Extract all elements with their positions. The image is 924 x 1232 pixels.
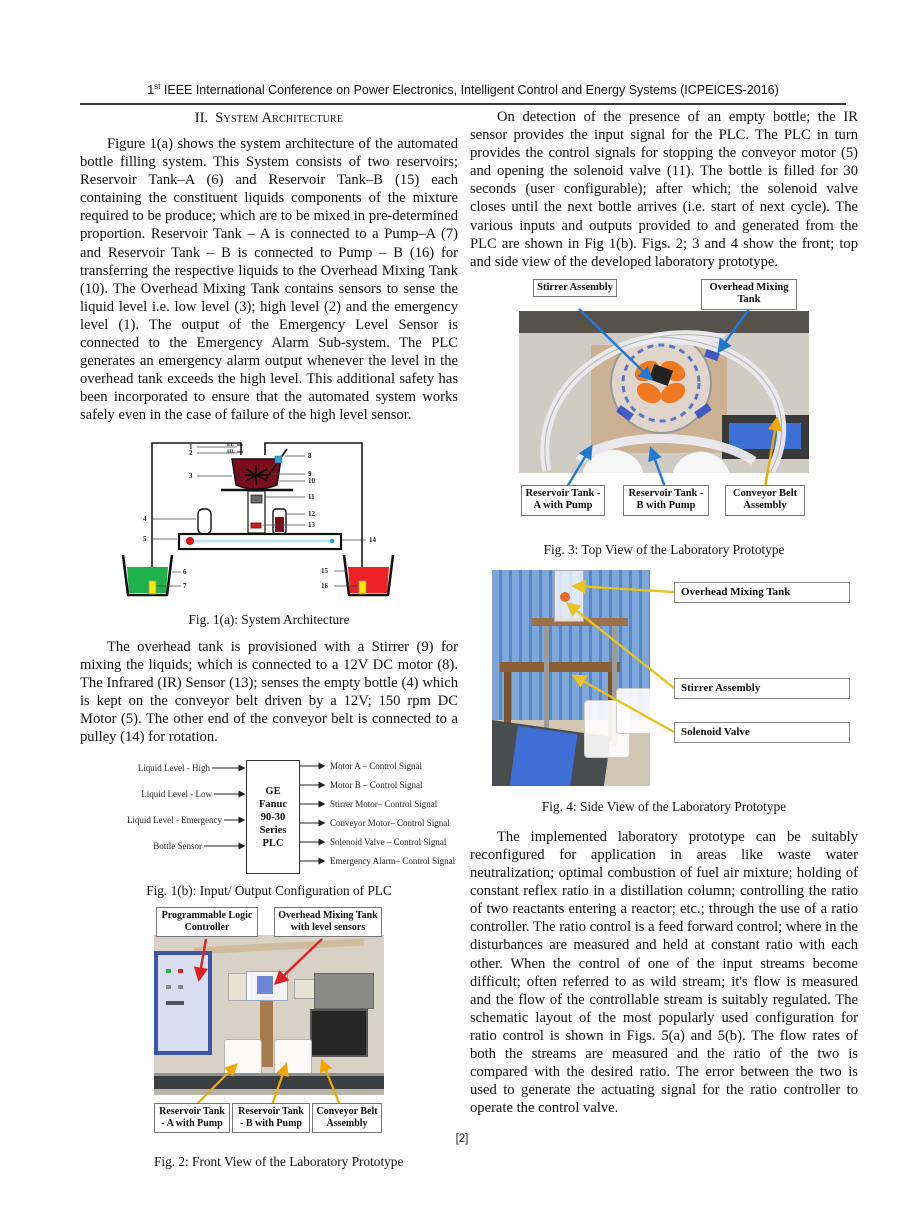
fig2-label-conveyor: Conveyor Belt Assembly	[312, 1103, 382, 1133]
figure-1a	[119, 435, 419, 628]
header-ordinal: st	[154, 82, 161, 91]
plc-box	[246, 760, 300, 874]
plc-output: Conveyor Motor– Control Signal	[330, 818, 450, 829]
pulley-shape	[330, 538, 334, 542]
fig1a-label: 1	[189, 442, 193, 451]
photo-beam	[194, 939, 364, 955]
plc-output: Motor B – Control Signal	[330, 780, 423, 791]
left-column	[80, 108, 458, 1173]
fig2-label-plc: Programmable Logic Controller	[156, 907, 258, 937]
plc-output: Stirrer Motor– Control Signal	[330, 799, 438, 810]
ir-sensor-shape	[251, 523, 261, 528]
figure-3-caption: Fig. 3: Top View of the Laboratory Prototype	[543, 541, 785, 557]
plc-input: Bottle Sensor	[153, 841, 202, 852]
fig1a-mark-ll: LL	[234, 472, 242, 479]
fig3-label-stirrer: Stirrer Assembly	[533, 279, 617, 297]
header-title: IEEE International Conference on Power Electronics, Intelligent Control and Energy Systems (ICPEICES-2016)	[160, 83, 779, 98]
wooden-table	[500, 662, 620, 672]
fig2-label-reservoir-a: Reservoir Tank - A with Pump	[154, 1103, 230, 1133]
fig4-label-tank: Overhead Mixing Tank	[674, 582, 850, 603]
plc-output: Solenoid Valve – Control Signal	[330, 837, 447, 848]
motor-5-shape	[186, 537, 194, 545]
section-title: System Architecture	[215, 110, 344, 126]
fig1a-label: 8	[308, 451, 312, 460]
bucket-back	[616, 688, 650, 734]
fig3-label-reservoir-a: Reservoir Tank - A with Pump	[521, 485, 605, 516]
fig1a-mark-hl: HL	[227, 448, 235, 455]
page-number: [2]	[455, 1133, 469, 1145]
bowl-and-tubes	[519, 311, 809, 473]
fig1a-label: 14	[369, 535, 376, 544]
figure-2-photo	[154, 935, 384, 1095]
figure-1b-caption: Fig. 1(b): Input/ Output Configuration of PLC	[146, 883, 392, 899]
wall-box	[294, 979, 316, 999]
right-paragraph-1: On detection of the presence of an empty bottle; the IR sensor provides the input signal for the PLC. The PLC in turn provides the control signals for stopping the conveyor motor (5) and opening the solenoid valve (11). The bottle is filled for 30 seconds (user configurable); after which; the solenoid valve closes until the next bottle arrives (i.e. start of next cycle). The various inputs and outputs provided to and generated from the PLC are shown in Fig 1(b). Figs. 2; 3 and 4 show the front; top and side view of the developed laboratory prototype.	[470, 109, 858, 270]
pump-b-shape	[359, 581, 366, 594]
right-paragraph-2: The implemented laboratory prototype can be suitably reconfigured for application in areas like waste water neutralization; optimal combustion of fuel air mixture; holding of constant reflex ratio in a distillation column; controlling the ratio of two reactants entering a reactor; etc.; through the use of a ratio controller. The ratio control is a feed forward control; where in the disturbances are measured and held at constant ratio with each other. When the control of one of the input streams become difficult; often referred to as wild stream; it's flow is measured and the flow of the controllable stream is suitably regulated. The schematic layout of the most popularly used configuration for ratio control is shown in Figs. 5(a) and 5(b). The flow rates of both the streams are measured and the ratio of the two is compared with the desired ratio. The error between the two is used to generate the actuating signal for the ratio controller to operate the control valve.	[470, 828, 858, 1117]
header-rule	[80, 103, 846, 105]
fig1a-label: 5	[143, 534, 147, 543]
monitor	[310, 1009, 368, 1057]
figure-3	[519, 279, 809, 535]
figure-3-photo	[519, 311, 809, 473]
fig2-label-tank: Overhead Mixing Tank with level sensors	[274, 907, 382, 937]
plc-input: Liquid Level - Emergency	[126, 815, 222, 826]
fig1a-label: 13	[308, 520, 315, 529]
overhead-tank	[246, 971, 288, 1001]
fig1a-label: 11	[308, 492, 315, 501]
equipment-rack	[314, 973, 374, 1009]
reservoir-a-liquid	[127, 567, 168, 593]
fig1a-label: 2	[189, 448, 193, 457]
solenoid-valve-shape	[251, 495, 262, 503]
section-heading	[80, 110, 458, 127]
floor	[154, 1089, 384, 1095]
plc-box-line: GE	[265, 785, 281, 797]
fig3-label-tank: Overhead Mixing Tank	[701, 279, 797, 310]
fig1a-mark-el: EL	[227, 441, 235, 448]
motor-8-shape	[275, 456, 282, 463]
left-paragraph-1: Figure 1(a) shows the system architecture of the automated bottle filling system. This System consists of two reservoirs; Reservoir Tank–A (6) and Reservoir Tank–B (15) each containing the constituent liquids components of the mixture required to be produce; which are to be mixed in pre-determined proportion. Reservoir Tank – A is connected to a Pump–A (7) and Reservoir Tank – B is connected to Pump – B (16) for transferring the respective liquids to the Overhead Mixing Tank (10). The Overhead Mixing Tank contains sensors to sense the liquid level i.e. low level (3); high level (2) and the emergency level (1). The output of the Emergency Level Sensor is connected to the Emergency Alarm Sub-system. The PLC generates an emergency alarm output whenever the level in the overhead tank exceeds the high level. This additional safety has been incorporated to ensure that the automated system works safely even in the case of failure of the high level sensor.	[80, 136, 458, 424]
header-number: 1	[147, 83, 155, 98]
pump-a-shape	[149, 581, 156, 594]
fig1a-label: 6	[183, 567, 187, 576]
plc-box-line: 90-30	[260, 811, 286, 823]
fig3-label-conveyor: Conveyor Belt Assembly	[725, 485, 805, 516]
fig1a-label: 12	[308, 509, 315, 518]
figure-1a-caption: Fig. 1(a): System Architecture	[188, 611, 350, 627]
fig3-label-reservoir-b: Reservoir Tank - B with Pump	[623, 485, 709, 516]
fig1a-label: 16	[321, 581, 328, 590]
fig2-label-reservoir-b: Reservoir Tank - B with Pump	[232, 1103, 310, 1133]
system-architecture-drawing	[119, 435, 419, 605]
plc-box-line: Fanuc	[258, 798, 287, 810]
figure-4-photo	[492, 570, 650, 786]
plc-input: Liquid Level - High	[137, 763, 210, 774]
fig1a-label: 3	[189, 471, 193, 480]
filled-bottle-shape	[275, 517, 284, 532]
fig1a-label: 15	[321, 566, 328, 575]
right-column	[470, 108, 858, 1117]
plc-cabinet	[154, 951, 212, 1055]
section-number: II.	[194, 110, 209, 126]
fig4-label-solenoid: Solenoid Valve	[674, 722, 850, 743]
stirrer-orange	[560, 592, 570, 602]
plc-output: Emergency Alarm– Control Signal	[330, 856, 456, 867]
fig1a-label: 4	[143, 514, 147, 523]
figure-1b-diagram	[94, 756, 456, 876]
figure-1b	[94, 756, 456, 899]
figure-2-caption: Fig. 2: Front View of the Laboratory Prototype	[154, 1154, 404, 1170]
fig1a-label: 7	[183, 581, 187, 590]
plc-box-line: PLC	[262, 837, 284, 849]
conveyor-belt-blue	[510, 726, 578, 786]
plc-input: Liquid Level - Low	[141, 789, 212, 800]
empty-bottle-shape	[198, 509, 211, 534]
figure-4	[474, 570, 854, 814]
reservoir-b-liquid	[348, 567, 389, 593]
conference-header	[80, 82, 846, 97]
fig1a-label: 10	[308, 476, 315, 485]
plc-output: Motor A – Control Signal	[330, 761, 423, 772]
figure-1a-diagram	[119, 435, 419, 605]
left-paragraph-2: The overhead tank is provisioned with a Stirrer (9) for mixing the liquids; which is connected to a 12V DC motor (8). The Infrared (IR) Sensor (13); senses the empty bottle (4) which is kept on the conveyor belt driven by a 12V; 150 rpm DC Motor (5). The other end of the conveyor belt is connected to a pulley (14) for rotation.	[80, 638, 458, 745]
fig4-label-stirrer: Stirrer Assembly	[674, 678, 850, 699]
fig1a-label: 9	[308, 469, 312, 478]
figure-4-caption: Fig. 4: Side View of the Laboratory Prototype	[541, 798, 787, 814]
plc-box-line: Series	[259, 824, 287, 836]
